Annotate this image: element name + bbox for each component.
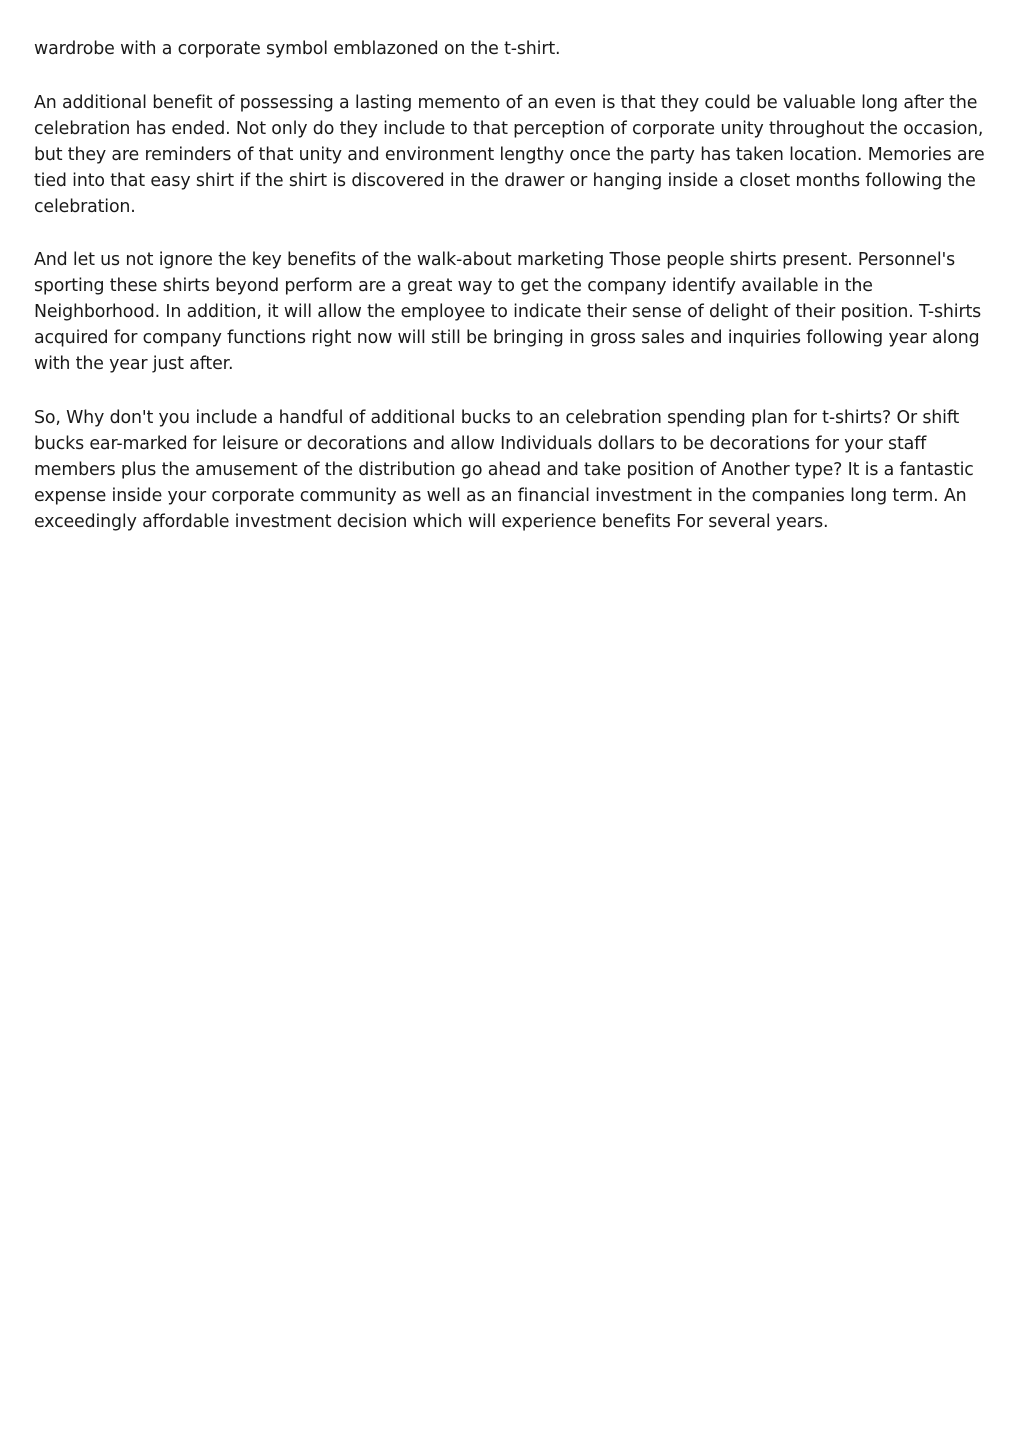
document-body [34,37,994,564]
paragraph-memento-benefit: An additional benefit of possessing a lasting memento of an even is that they could be valuable long after the celebration has ended. Not only do they include to that perception of corporate unity throughout the occasion, but they are reminders of that unity and environment lengthy once the party has taken location. Memories are tied into that easy shirt if the shirt is discovered in the drawer or hanging inside a closet months following the celebration. [34,92,985,217]
paragraph-continuation: wardrobe with a corporate symbol emblazoned on the t-shirt. [34,39,561,59]
paragraph-budget-suggestion: So, Why don't you include a handful of additional bucks to an celebration spending plan for t-shirts? Or shift bucks ear-marked for leisure or decorations and allow Individuals dollars to be decorations for your staff members plus the amusement of the distribution go ahead and take position of Another type? It is a fantastic expense inside your corporate community as well as an financial investment in the companies long term. An exceedingly affordable investment decision which will experience benefits For several years. [34,407,974,532]
paragraph-walk-about-marketing: And let us not ignore the key benefits of the walk-about marketing Those people shirts present. Personnel's sporting these shirts beyond perform are a great way to get the company identify available in the Neighborhood. In addition, it will allow the employee to indicate their sense of delight of their position. T-shirts acquired for company functions right now will still be bringing in gross sales and inquiries following year along with the year just after. [34,250,982,375]
